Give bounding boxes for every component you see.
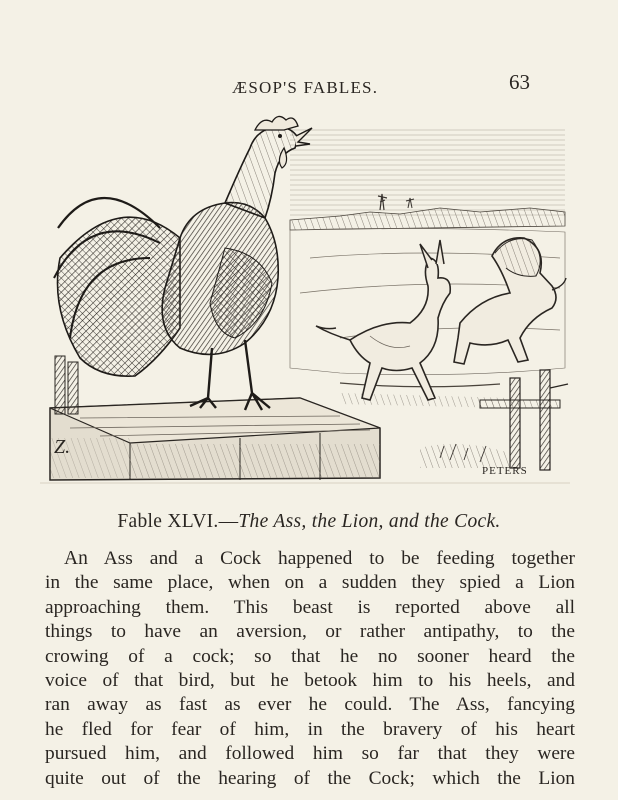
body-line-4: things to have an aversion, or rather antipathy, to the [45, 621, 575, 643]
body-line-9: pursued him, and followed him so far that they were [45, 743, 575, 765]
body-line-1: An Ass and a Cock happened to be feeding together [64, 548, 575, 569]
body-line-5: crowing of a cock; so that he no sooner heard the [45, 645, 575, 667]
artist-monogram: Z. [54, 436, 71, 458]
engraver-mark: PETERS [482, 465, 528, 477]
fable-illustration [40, 108, 570, 488]
fable-number: XLVI. [167, 511, 219, 532]
wooden-post [50, 356, 380, 480]
body-line-2: in the same place, when on a sudden they spied a Lion [45, 572, 575, 594]
drop-word: An [64, 548, 88, 569]
body-line-10: quite out of the hearing of the Cock; which the Lion [45, 767, 575, 789]
rooster-figure [54, 116, 312, 410]
fable-caption [0, 511, 618, 533]
fable-word: Fable [117, 511, 163, 532]
sky [290, 128, 565, 218]
body-line-6: voice of that bird, but he betook him to his heels, and [45, 670, 575, 692]
lion-figure [454, 238, 566, 364]
body-line-3: approaching them. This beast is reported above all [45, 596, 575, 618]
body-line-8: he fled for fear of him, in the bravery of his heart [45, 718, 575, 740]
ass-figure [316, 240, 450, 400]
fable-title: The Ass, the Lion, and the Cock. [238, 511, 501, 532]
caption-dash: — [218, 511, 239, 532]
body-line-7: ran away as fast as ever he could. The Ass, fancying [45, 694, 575, 716]
running-title: ÆSOP'S FABLES. [232, 78, 379, 97]
fable-body [45, 547, 575, 791]
page-number: 63 [509, 70, 530, 94]
